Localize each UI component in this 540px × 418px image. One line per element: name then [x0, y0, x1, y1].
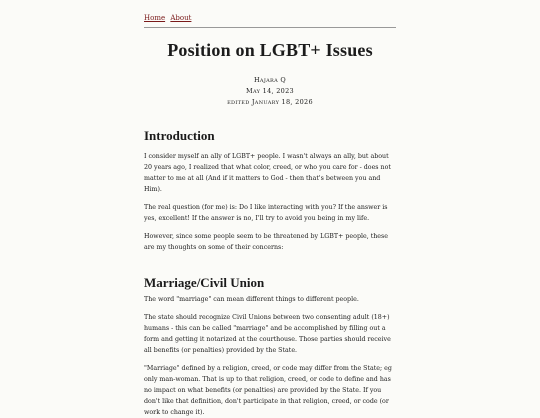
nav-about-link[interactable]: About	[170, 14, 192, 22]
paragraph: I consider myself an ally of LGBT+ people. I wasn't always an ally, but about 20 years ago, I realized that what color, creed, or who you care for - does not matter to me at all (And if it matters to God - then that's between you and Him).	[144, 153, 391, 193]
paragraph: The real question (for me) is: Do I like interacting with you? If the answer is yes, excellent! If the answer is no, I'll try to avoid you being in my life.	[144, 204, 388, 222]
paragraph: The word "marriage" can mean different things to different people.	[144, 296, 359, 303]
post-date: May 14, 2023	[246, 87, 294, 95]
section-heading-marriage: Marriage/Civil Union	[144, 275, 265, 290]
post-edited-date: edited January 18, 2026	[227, 98, 313, 106]
nav-home-link[interactable]: Home	[144, 14, 166, 22]
paragraph: "Marriage" defined by a religion, creed, or code may differ from the State; eg only man-woman. That is up to that religion, creed, or code to define and has no impact on what benefits (or penalties) are provided by the State. If you don't like that definition, don't participate in that religion, creed, or code (or work to change it).	[144, 365, 392, 416]
paragraph: The state should recognize Civil Unions between two consenting adult (18+) humans - this can be called "marriage" and be accomplished by filling out a form and getting it notarized at the courthouse. Those parties should receive all benefits (or penalties) provided by the State.	[144, 314, 391, 354]
page-title: Position on LGBT+ Issues	[167, 40, 373, 60]
post-meta	[144, 75, 396, 108]
section-heading-introduction: Introduction	[144, 128, 215, 143]
page	[144, 0, 396, 418]
top-nav	[144, 14, 396, 28]
post-author: Hajara Q	[253, 76, 287, 84]
paragraph: However, since some people seem to be threatened by LGBT+ people, these are my thoughts on some of their concerns:	[144, 233, 388, 251]
